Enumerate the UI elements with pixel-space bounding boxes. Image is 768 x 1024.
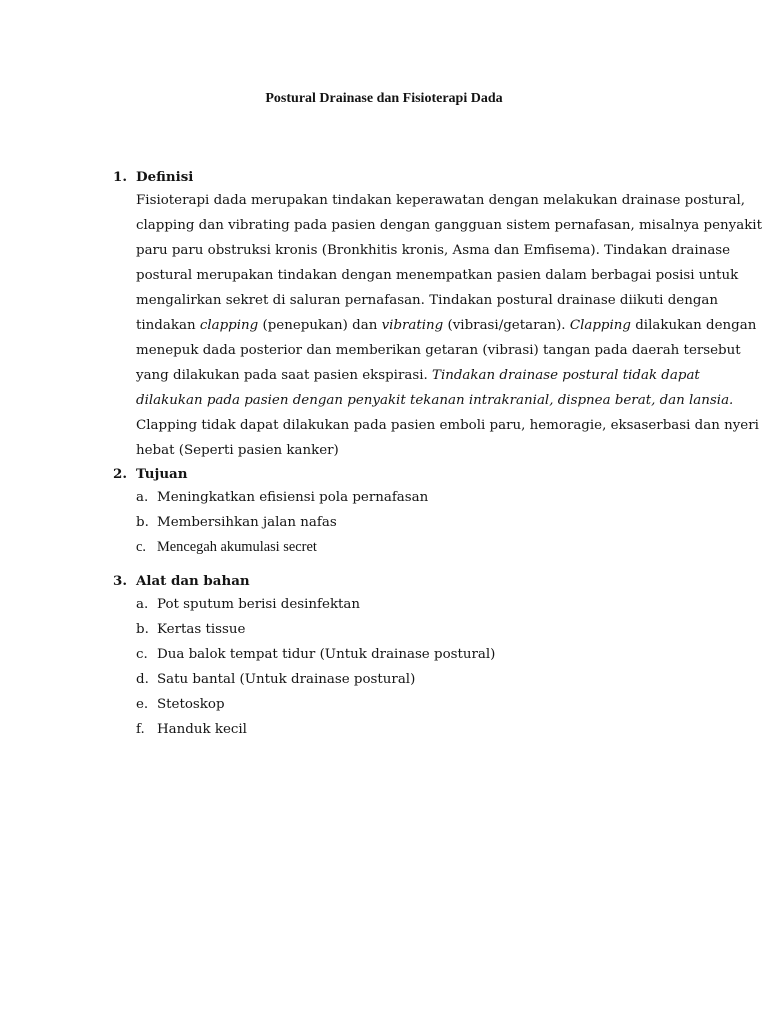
section-spacer bbox=[113, 560, 678, 570]
list-marker: e. bbox=[136, 697, 149, 712]
list-item bbox=[136, 692, 678, 717]
list-marker: c. bbox=[136, 539, 146, 555]
alat-list bbox=[113, 592, 678, 742]
list-marker: a. bbox=[136, 490, 149, 505]
paragraph-line: hebat (Seperti pasien kanker) bbox=[136, 443, 339, 458]
section-title: Tujuan bbox=[136, 466, 188, 482]
list-marker: a. bbox=[136, 597, 149, 612]
paragraph-line: Fisioterapi dada merupakan tindakan keperawatan dengan melakukan drainase postural, bbox=[136, 193, 746, 208]
list-marker: b. bbox=[136, 622, 149, 637]
section-heading-definisi bbox=[113, 166, 678, 188]
list-item-text: Stetoskop bbox=[157, 697, 225, 712]
list-item-text: Mencegah akumulasi secret bbox=[157, 539, 317, 555]
text-run: (vibrasi/getaran). bbox=[443, 318, 570, 333]
list-item bbox=[136, 642, 678, 667]
list-item-text: Satu bantal (Untuk drainase postural) bbox=[157, 672, 416, 687]
list-marker: b. bbox=[136, 515, 149, 530]
text-run: tindakan bbox=[136, 318, 200, 333]
paragraph-line: clapping dan vibrating pada pasien dengan gangguan sistem pernafasan, misalnya penyakit bbox=[136, 218, 762, 233]
section-number: 1. bbox=[113, 169, 127, 185]
paragraph-line: Clapping tidak dapat dilakukan pada pasien emboli paru, hemoragie, eksaserbasi dan nyeri bbox=[136, 418, 759, 433]
italic-run: Tindakan drainase postural tidak dapat bbox=[432, 368, 700, 383]
italic-run: dilakukan pada pasien dengan penyakit tekanan intrakranial, dispnea berat, dan lansia. bbox=[136, 393, 734, 408]
list-item bbox=[136, 667, 678, 692]
list-item bbox=[136, 592, 678, 617]
paragraph-line: paru paru obstruksi kronis (Bronkhitis kronis, Asma dan Emfisema). Tindakan drainase bbox=[136, 243, 731, 258]
text-run: dilakukan dengan bbox=[630, 318, 757, 333]
paragraph-line: mengalirkan sekret di saluran pernafasan. Tindakan postural drainase diikuti dengan bbox=[136, 293, 718, 308]
text-run: (penepukan) dan bbox=[258, 318, 382, 333]
list-item bbox=[136, 617, 678, 642]
list-item-text: Dua balok tempat tidur (Untuk drainase postural) bbox=[157, 647, 496, 662]
tujuan-list bbox=[113, 485, 678, 560]
list-marker: f. bbox=[136, 722, 145, 737]
definisi-paragraph bbox=[113, 188, 762, 463]
list-item-text: Membersihkan jalan nafas bbox=[157, 515, 337, 530]
list-item bbox=[136, 535, 678, 560]
paragraph-line bbox=[136, 388, 734, 413]
list-item-text: Meningkatkan efisiensi pola pernafasan bbox=[157, 490, 429, 505]
document-body bbox=[113, 166, 762, 742]
list-item bbox=[136, 510, 678, 535]
section-number: 3. bbox=[113, 573, 127, 589]
list-item bbox=[136, 485, 678, 510]
italic-term-clapping: clapping bbox=[199, 318, 259, 333]
section-heading-tujuan bbox=[113, 463, 678, 485]
italic-term-vibrating: vibrating bbox=[381, 318, 444, 333]
section-title: Alat dan bahan bbox=[136, 573, 250, 589]
section-heading-alat-dan-bahan bbox=[113, 570, 678, 592]
paragraph-line bbox=[136, 313, 757, 338]
list-item bbox=[136, 717, 678, 742]
paragraph-line: postural merupakan tindakan dengan menempatkan pasien dalam berbagai posisi untuk bbox=[136, 268, 739, 283]
section-title: Definisi bbox=[136, 169, 194, 185]
document-title: Postural Drainase dan Fisioterapi Dada bbox=[265, 91, 503, 106]
section-number: 2. bbox=[113, 466, 127, 482]
list-marker: d. bbox=[136, 672, 149, 687]
list-marker: c. bbox=[136, 647, 148, 662]
paragraph-line: menepuk dada posterior dan memberikan getaran (vibrasi) tangan pada daerah tersebut bbox=[136, 343, 741, 358]
paragraph-line bbox=[136, 363, 700, 388]
text-run: yang dilakukan pada saat pasien ekspirasi. bbox=[136, 368, 433, 383]
list-item-text: Handuk kecil bbox=[157, 722, 247, 737]
list-item-text: Kertas tissue bbox=[157, 622, 246, 637]
italic-term-clapping: Clapping bbox=[569, 318, 631, 333]
list-item-text: Pot sputum berisi desinfektan bbox=[157, 597, 361, 612]
